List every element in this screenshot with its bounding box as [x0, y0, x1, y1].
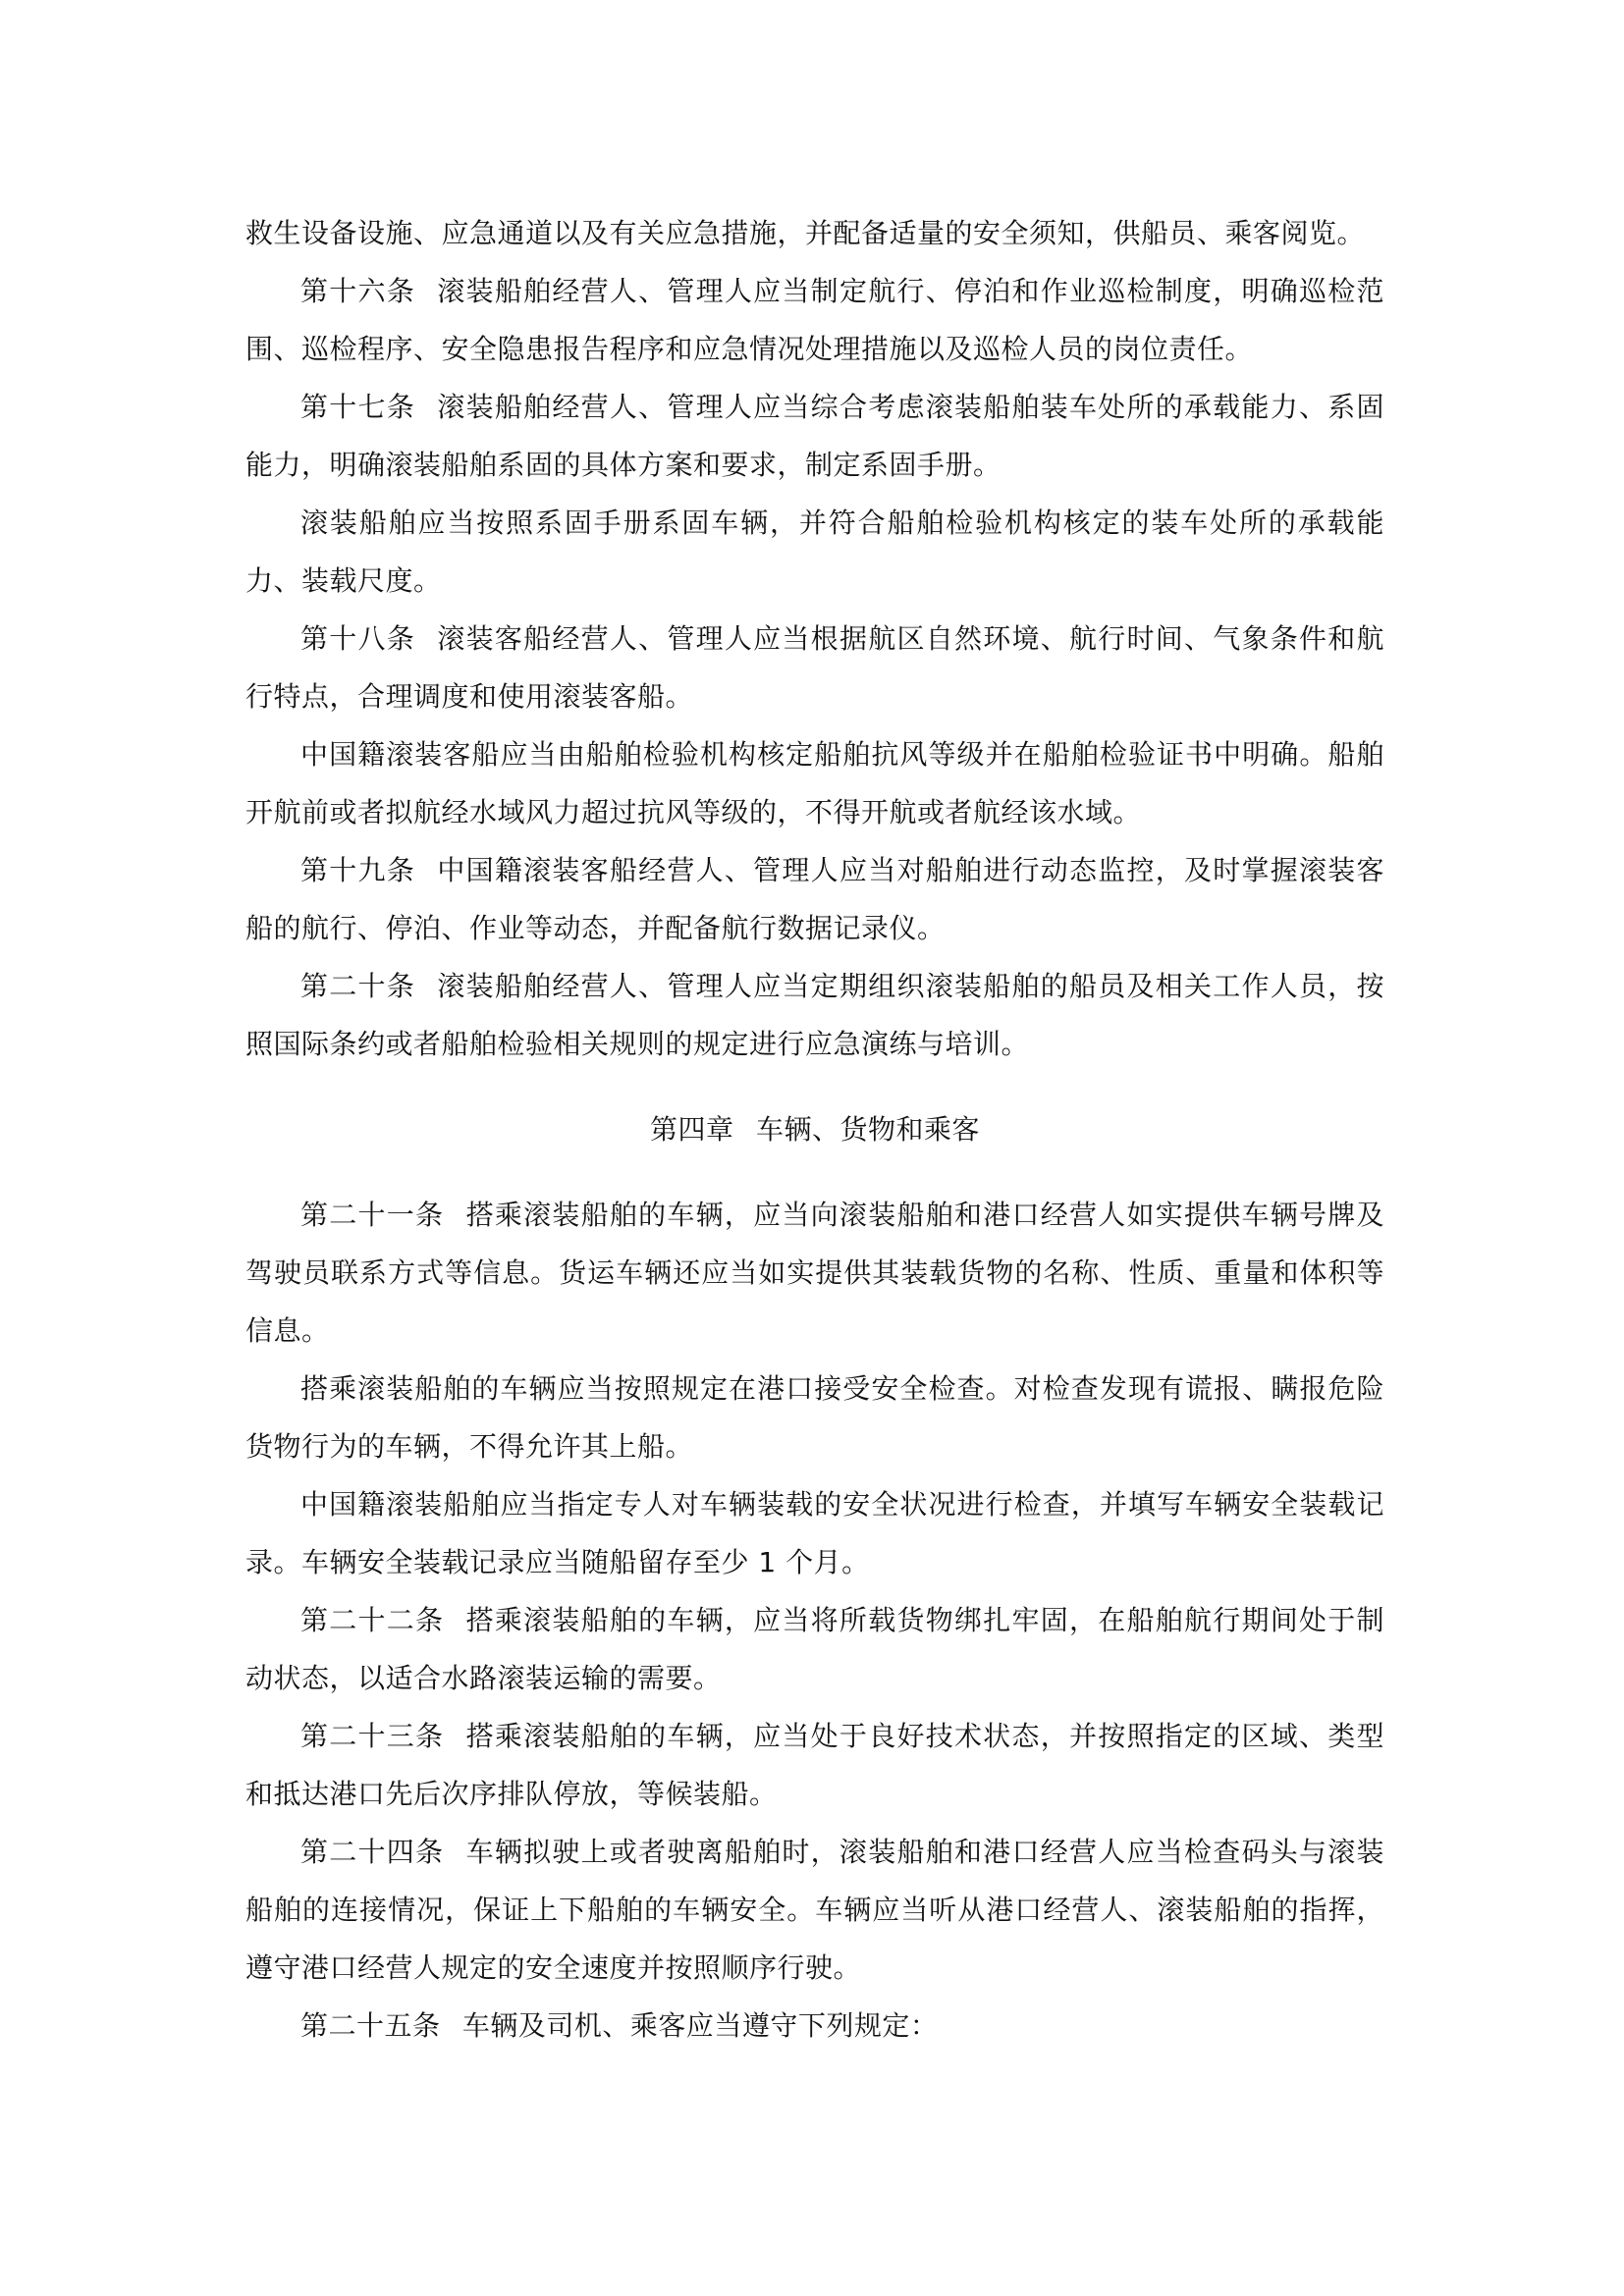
- chapter-heading: [245, 1100, 1384, 1158]
- article-text: 搭乘滚装船舶的车辆，应当处于良好技术状态，并按照指定的区域、类型和抵达港口先后次序排队停放，等候装船。: [245, 1720, 1384, 1810]
- article-text: 滚装船舶经营人、管理人应当制定航行、停泊和作业巡检制度，明确巡检范围、巡检程序、安全隐患报告程序和应急情况处理措施以及巡检人员的岗位责任。: [245, 275, 1384, 365]
- article-text: 搭乘滚装船舶的车辆，应当将所载货物绑扎牢固，在船舶航行期间处于制动状态，以适合水路滚装运输的需要。: [245, 1604, 1384, 1694]
- document-body: [245, 204, 1384, 2055]
- paragraph: [245, 494, 1384, 610]
- paragraph: [245, 1475, 1384, 1591]
- paragraph-text: 搭乘滚装船舶的车辆应当按照规定在港口接受安全检查。对检查发现有谎报、瞒报危险货物行为的车辆，不得允许其上船。: [245, 1372, 1384, 1463]
- article-number: 第二十一条: [300, 1199, 445, 1231]
- article-text: 中国籍滚装客船经营人、管理人应当对船舶进行动态监控，及时掌握滚装客船的航行、停泊、作业等动态，并配备航行数据记录仪。: [245, 854, 1384, 944]
- article-22: [245, 1591, 1384, 1707]
- article-text: 滚装客船经营人、管理人应当根据航区自然环境、航行时间、气象条件和航行特点，合理调度和使用滚装客船。: [245, 622, 1384, 713]
- article-text: 车辆拟驶上或者驶离船舶时，滚装船舶和港口经营人应当检查码头与滚装船舶的连接情况，保证上下船舶的车辆安全。车辆应当听从港口经营人、滚装船舶的指挥，遵守港口经营人规定的安全速度并按照顺序行驶。: [245, 1836, 1384, 1984]
- article-number: 第二十四条: [300, 1836, 445, 1868]
- article-text: 滚装船舶经营人、管理人应当综合考虑滚装船舶装车处所的承载能力、系固能力，明确滚装船舶系固的具体方案和要求，制定系固手册。: [245, 391, 1384, 481]
- article-text: 滚装船舶经营人、管理人应当定期组织滚装船舶的船员及相关工作人员，按照国际条约或者船舶检验相关规则的规定进行应急演练与培训。: [245, 970, 1384, 1060]
- article-19: [245, 841, 1384, 957]
- article-number: 第二十二条: [300, 1604, 445, 1636]
- paragraph: [245, 204, 1384, 262]
- article-20: [245, 957, 1384, 1073]
- article-number: 第二十五条: [300, 2009, 441, 2042]
- article-number: 第二十条: [300, 970, 416, 1002]
- paragraph: [245, 1360, 1384, 1475]
- article-number: 第十八条: [300, 622, 416, 655]
- article-number: 第十六条: [300, 275, 416, 307]
- chapter-number: 第四章: [650, 1113, 734, 1146]
- article-number: 第十九条: [300, 854, 416, 886]
- paragraph-text: 中国籍滚装船舶应当指定专人对车辆装载的安全状况进行检查，并填写车辆安全装载记录。车辆安全装载记录应当随船留存至少 1 个月。: [245, 1488, 1384, 1578]
- article-23: [245, 1707, 1384, 1823]
- article-number: 第十七条: [300, 391, 416, 423]
- article-21: [245, 1186, 1384, 1360]
- article-text: 车辆及司机、乘客应当遵守下列规定：: [461, 2009, 939, 2042]
- paragraph: [245, 725, 1384, 841]
- article-16: [245, 262, 1384, 378]
- paragraph-text: 救生设备设施、应急通道以及有关应急措施，并配备适量的安全须知，供船员、乘客阅览。: [245, 217, 1366, 249]
- article-24: [245, 1823, 1384, 1997]
- article-18: [245, 610, 1384, 725]
- paragraph-text: 滚装船舶应当按照系固手册系固车辆，并符合船舶检验机构核定的装车处所的承载能力、装载尺度。: [245, 507, 1384, 597]
- article-number: 第二十三条: [300, 1720, 445, 1752]
- article-25: [245, 1997, 1384, 2055]
- chapter-title: 车辆、货物和乘客: [755, 1113, 980, 1146]
- paragraph-text: 中国籍滚装客船应当由船舶检验机构核定船舶抗风等级并在船舶检验证书中明确。船舶开航前或者拟航经水域风力超过抗风等级的，不得开航或者航经该水域。: [245, 738, 1384, 828]
- article-17: [245, 378, 1384, 494]
- article-text: 搭乘滚装船舶的车辆，应当向滚装船舶和港口经营人如实提供车辆号牌及驾驶员联系方式等信息。货运车辆还应当如实提供其装载货物的名称、性质、重量和体积等信息。: [245, 1199, 1384, 1347]
